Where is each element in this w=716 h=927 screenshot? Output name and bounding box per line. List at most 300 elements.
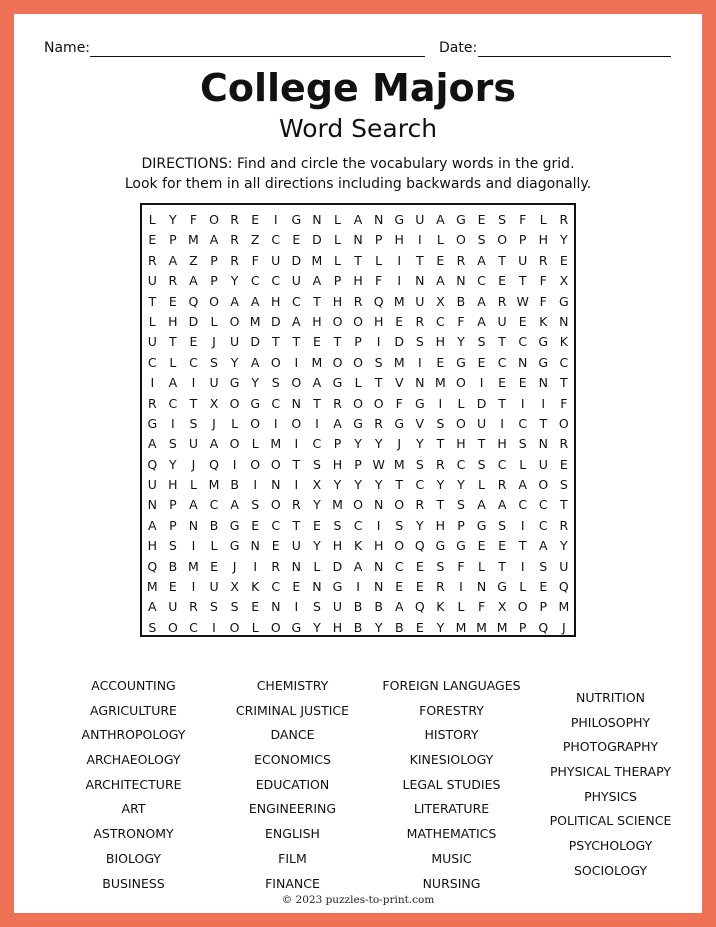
grid-letter[interactable]: N xyxy=(312,212,322,227)
grid-letter[interactable]: G xyxy=(559,293,569,309)
grid-letter[interactable]: T xyxy=(313,395,321,411)
grid-letter[interactable]: I xyxy=(520,395,525,411)
grid-letter[interactable]: S xyxy=(498,517,507,533)
grid-letter[interactable]: Q xyxy=(209,456,219,472)
grid-letter[interactable]: B xyxy=(209,517,219,533)
grid-letter[interactable]: T xyxy=(436,497,445,513)
grid-letter[interactable]: C xyxy=(271,395,281,411)
grid-letter[interactable]: H xyxy=(312,313,322,329)
grid-letter[interactable]: O xyxy=(497,232,508,248)
grid-letter[interactable]: U xyxy=(147,273,157,289)
grid-letter[interactable]: H xyxy=(332,456,343,472)
grid-letter[interactable]: U xyxy=(147,334,157,350)
grid-letter[interactable]: O xyxy=(353,497,363,513)
grid-letter[interactable]: A xyxy=(477,252,486,268)
grid-letter[interactable]: G xyxy=(250,395,261,411)
grid-letter[interactable]: U xyxy=(271,252,281,268)
grid-letter[interactable]: B xyxy=(456,293,466,309)
grid-letter[interactable]: Q xyxy=(147,456,158,472)
grid-letter[interactable]: T xyxy=(560,375,568,391)
grid-letter[interactable]: O xyxy=(353,313,363,329)
grid-letter[interactable]: E xyxy=(415,579,424,595)
grid-letter[interactable]: T xyxy=(436,436,445,452)
grid-letter[interactable]: E xyxy=(436,252,445,268)
grid-letter[interactable]: F xyxy=(375,273,383,289)
grid-letter[interactable]: C xyxy=(559,354,569,370)
grid-letter[interactable]: O xyxy=(394,538,405,554)
grid-letter[interactable]: I xyxy=(253,558,258,574)
grid-letter[interactable]: G xyxy=(229,375,240,391)
grid-letter[interactable]: B xyxy=(353,619,363,635)
grid-letter[interactable]: R xyxy=(538,252,548,268)
grid-letter[interactable]: K xyxy=(559,334,568,350)
grid-letter[interactable]: R xyxy=(415,497,425,513)
grid-letter[interactable]: C xyxy=(415,477,425,493)
grid-letter[interactable]: I xyxy=(253,477,258,493)
grid-letter[interactable]: I xyxy=(294,477,299,493)
grid-letter[interactable]: I xyxy=(438,395,443,411)
grid-letter[interactable]: E xyxy=(559,252,568,268)
grid-letter[interactable]: G xyxy=(476,517,487,533)
grid-letter[interactable]: L xyxy=(375,252,383,268)
grid-letter[interactable]: D xyxy=(332,558,343,574)
grid-letter[interactable]: S xyxy=(271,375,280,391)
grid-letter[interactable]: V xyxy=(394,375,404,391)
grid-letter[interactable]: G xyxy=(332,375,343,391)
grid-letter[interactable]: C xyxy=(394,558,404,574)
grid-letter[interactable]: F xyxy=(457,313,465,329)
grid-letter[interactable]: T xyxy=(333,334,342,350)
grid-letter[interactable]: N xyxy=(456,273,466,289)
grid-letter[interactable]: C xyxy=(353,517,363,533)
grid-letter[interactable]: L xyxy=(478,477,486,493)
grid-letter[interactable]: C xyxy=(291,293,301,309)
word-search-grid[interactable] xyxy=(142,210,574,638)
grid-letter[interactable]: Q xyxy=(147,558,158,574)
grid-letter[interactable]: H xyxy=(353,273,363,289)
grid-letter[interactable]: C xyxy=(477,273,486,289)
grid-letter[interactable]: R xyxy=(456,252,466,268)
grid-letter[interactable]: E xyxy=(189,334,198,350)
grid-letter[interactable]: X xyxy=(559,273,569,289)
grid-letter[interactable]: T xyxy=(560,497,568,513)
grid-letter[interactable]: E xyxy=(292,579,301,595)
grid-letter[interactable]: Y xyxy=(333,477,342,493)
grid-letter[interactable]: Y xyxy=(415,436,424,452)
grid-letter[interactable]: Q xyxy=(188,293,199,309)
grid-letter[interactable]: M xyxy=(188,558,199,574)
grid-letter[interactable]: N xyxy=(271,477,281,493)
grid-letter[interactable]: S xyxy=(436,415,445,431)
grid-letter[interactable]: C xyxy=(497,354,507,370)
grid-letter[interactable]: Y xyxy=(251,375,259,391)
grid-letter[interactable]: I xyxy=(376,334,381,350)
grid-letter[interactable]: A xyxy=(209,232,219,248)
grid-letter[interactable]: H xyxy=(168,313,178,329)
grid-letter[interactable]: N xyxy=(312,579,322,595)
grid-letter[interactable]: R xyxy=(147,252,157,268)
grid-letter[interactable]: C xyxy=(189,354,198,370)
grid-letter[interactable]: S xyxy=(518,436,527,452)
grid-letter[interactable]: O xyxy=(538,477,549,493)
grid-letter[interactable]: A xyxy=(250,354,260,370)
grid-letter[interactable]: I xyxy=(191,375,196,391)
grid-letter[interactable]: S xyxy=(168,436,177,452)
grid-letter[interactable]: H xyxy=(373,538,384,554)
grid-letter[interactable]: C xyxy=(456,456,466,472)
grid-letter[interactable]: I xyxy=(397,252,402,268)
grid-letter[interactable]: X xyxy=(230,579,239,595)
grid-letter[interactable]: A xyxy=(538,538,548,554)
grid-letter[interactable]: R xyxy=(353,293,363,309)
grid-letter[interactable]: A xyxy=(168,375,178,391)
grid-letter[interactable]: G xyxy=(456,538,466,554)
grid-letter[interactable]: M xyxy=(249,313,261,329)
grid-letter[interactable]: N xyxy=(271,599,281,615)
grid-letter[interactable]: J xyxy=(212,334,216,350)
grid-letter[interactable]: V xyxy=(415,415,425,431)
grid-letter[interactable]: U xyxy=(209,375,219,391)
grid-letter[interactable]: H xyxy=(373,313,384,329)
grid-letter[interactable]: O xyxy=(456,415,466,431)
grid-letter[interactable]: O xyxy=(229,395,240,411)
grid-letter[interactable]: E xyxy=(518,375,527,391)
grid-letter[interactable]: M xyxy=(311,354,323,370)
grid-letter[interactable]: B xyxy=(394,619,404,635)
grid-letter[interactable]: C xyxy=(271,579,281,595)
grid-letter[interactable]: K xyxy=(539,313,548,329)
grid-letter[interactable]: S xyxy=(210,354,218,370)
grid-letter[interactable]: O xyxy=(558,415,569,431)
grid-letter[interactable]: F xyxy=(251,252,259,268)
grid-letter[interactable]: E xyxy=(210,558,218,574)
grid-letter[interactable]: A xyxy=(312,273,322,289)
grid-letter[interactable]: I xyxy=(315,415,319,431)
grid-letter[interactable]: G xyxy=(538,334,549,350)
grid-letter[interactable]: E xyxy=(395,579,404,595)
grid-letter[interactable]: E xyxy=(395,313,404,329)
grid-letter[interactable]: E xyxy=(477,538,486,554)
grid-letter[interactable]: S xyxy=(477,232,486,248)
grid-letter[interactable]: S xyxy=(251,497,260,513)
grid-letter[interactable]: O xyxy=(394,497,405,513)
grid-letter[interactable]: B xyxy=(168,558,178,574)
grid-letter[interactable]: T xyxy=(498,252,506,268)
grid-letter[interactable]: C xyxy=(250,273,260,289)
grid-letter[interactable]: E xyxy=(251,517,260,533)
grid-letter[interactable]: F xyxy=(519,212,527,227)
grid-letter[interactable]: S xyxy=(498,212,507,227)
grid-letter[interactable]: G xyxy=(332,579,343,595)
grid-letter[interactable]: I xyxy=(417,354,422,370)
grid-letter[interactable]: H xyxy=(332,538,343,554)
grid-letter[interactable]: A xyxy=(312,375,322,391)
name-input-line[interactable] xyxy=(90,56,425,57)
grid-letter[interactable]: L xyxy=(334,232,341,248)
grid-letter[interactable]: F xyxy=(560,395,568,411)
grid-letter[interactable]: E xyxy=(168,293,177,309)
grid-letter[interactable]: L xyxy=(519,579,527,595)
grid-letter[interactable]: E xyxy=(312,334,321,350)
grid-letter[interactable]: R xyxy=(230,252,239,268)
grid-letter[interactable]: N xyxy=(373,212,384,227)
grid-letter[interactable]: F xyxy=(539,273,547,289)
grid-letter[interactable]: S xyxy=(168,538,177,554)
grid-letter[interactable]: R xyxy=(559,212,569,227)
grid-letter[interactable]: S xyxy=(312,456,321,472)
grid-letter[interactable]: O xyxy=(229,313,240,329)
grid-letter[interactable]: Y xyxy=(169,212,177,227)
grid-letter[interactable]: S xyxy=(456,497,465,513)
grid-letter[interactable]: K xyxy=(353,538,363,554)
grid-letter[interactable]: F xyxy=(395,395,403,411)
grid-letter[interactable]: A xyxy=(436,212,445,227)
grid-letter[interactable]: H xyxy=(271,293,281,309)
grid-letter[interactable]: I xyxy=(479,375,484,391)
grid-letter[interactable]: C xyxy=(436,313,445,329)
grid-letter[interactable]: C xyxy=(209,497,219,513)
grid-letter[interactable]: I xyxy=(356,579,360,595)
grid-letter[interactable]: I xyxy=(417,232,422,248)
grid-letter[interactable]: H xyxy=(332,619,343,635)
grid-letter[interactable]: M xyxy=(496,619,508,635)
grid-letter[interactable]: I xyxy=(376,517,381,533)
grid-letter[interactable]: G xyxy=(291,212,302,227)
grid-letter[interactable]: P xyxy=(169,497,177,513)
grid-letter[interactable]: O xyxy=(517,599,528,615)
grid-letter[interactable]: R xyxy=(230,212,239,227)
grid-letter[interactable]: I xyxy=(171,415,175,431)
grid-letter[interactable]: S xyxy=(415,334,424,350)
grid-letter[interactable]: M xyxy=(455,619,467,635)
grid-letter[interactable]: Q xyxy=(414,538,425,554)
grid-letter[interactable]: G xyxy=(394,212,405,227)
grid-letter[interactable]: P xyxy=(210,252,218,268)
grid-letter[interactable]: N xyxy=(373,558,384,574)
grid-letter[interactable]: A xyxy=(477,497,486,513)
grid-letter[interactable]: N xyxy=(373,579,384,595)
grid-letter[interactable]: P xyxy=(518,619,527,635)
grid-letter[interactable]: F xyxy=(189,212,198,227)
grid-letter[interactable]: Y xyxy=(169,456,177,472)
grid-letter[interactable]: K xyxy=(436,599,445,615)
grid-letter[interactable]: H xyxy=(497,436,507,452)
grid-letter[interactable]: G xyxy=(414,395,425,411)
grid-letter[interactable]: R xyxy=(374,415,383,431)
grid-letter[interactable]: L xyxy=(334,252,341,268)
grid-letter[interactable]: N xyxy=(353,232,363,248)
grid-letter[interactable]: G xyxy=(435,538,446,554)
grid-letter[interactable]: R xyxy=(559,436,569,452)
grid-letter[interactable]: I xyxy=(294,599,299,615)
grid-letter[interactable]: Q xyxy=(558,579,569,595)
grid-letter[interactable]: R xyxy=(168,273,178,289)
grid-letter[interactable]: L xyxy=(354,375,362,391)
date-input-line[interactable] xyxy=(478,56,671,57)
grid-letter[interactable]: E xyxy=(271,538,280,554)
grid-letter[interactable]: Y xyxy=(374,436,383,452)
grid-letter[interactable]: X xyxy=(312,477,322,493)
grid-letter[interactable]: R xyxy=(559,517,569,533)
grid-letter[interactable]: T xyxy=(498,558,506,574)
grid-letter[interactable]: R xyxy=(436,456,445,472)
grid-letter[interactable]: H xyxy=(147,538,157,554)
grid-letter[interactable]: N xyxy=(250,538,260,554)
grid-letter[interactable]: T xyxy=(395,477,404,493)
grid-letter[interactable]: S xyxy=(415,456,424,472)
grid-letter[interactable]: L xyxy=(231,415,239,431)
grid-letter[interactable]: L xyxy=(189,477,197,493)
grid-letter[interactable]: D xyxy=(312,232,322,248)
grid-letter[interactable]: K xyxy=(251,579,260,595)
grid-letter[interactable]: M xyxy=(270,436,282,452)
grid-letter[interactable]: M xyxy=(188,232,199,248)
grid-letter[interactable]: T xyxy=(313,293,321,309)
grid-letter[interactable]: O xyxy=(332,313,343,329)
grid-letter[interactable]: G xyxy=(456,212,466,227)
grid-letter[interactable]: O xyxy=(270,619,281,635)
grid-letter[interactable]: Q xyxy=(538,619,549,635)
grid-letter[interactable]: B xyxy=(374,599,383,615)
grid-letter[interactable]: S xyxy=(477,456,486,472)
grid-letter[interactable]: C xyxy=(518,415,528,431)
grid-letter[interactable]: L xyxy=(251,436,259,452)
grid-letter[interactable]: N xyxy=(415,273,425,289)
grid-letter[interactable]: A xyxy=(148,436,157,452)
grid-letter[interactable]: E xyxy=(415,558,424,574)
grid-letter[interactable]: I xyxy=(520,558,525,574)
grid-letter[interactable]: T xyxy=(374,375,383,391)
grid-letter[interactable]: E xyxy=(292,232,301,248)
grid-letter[interactable]: A xyxy=(394,599,404,615)
grid-letter[interactable]: Y xyxy=(560,232,568,248)
grid-letter[interactable]: U xyxy=(476,415,487,431)
grid-letter[interactable]: O xyxy=(229,436,240,452)
grid-letter[interactable]: Y xyxy=(313,497,321,513)
grid-letter[interactable]: E xyxy=(168,579,177,595)
grid-letter[interactable]: E xyxy=(559,456,568,472)
grid-letter[interactable]: U xyxy=(291,538,301,554)
grid-letter[interactable]: U xyxy=(497,313,507,329)
grid-letter[interactable]: G xyxy=(456,354,466,370)
grid-letter[interactable]: Y xyxy=(374,477,383,493)
grid-letter[interactable]: J xyxy=(212,415,216,431)
grid-letter[interactable]: A xyxy=(168,252,178,268)
grid-letter[interactable]: Y xyxy=(230,354,239,370)
grid-letter[interactable]: D xyxy=(291,252,302,268)
grid-letter[interactable]: L xyxy=(251,619,259,635)
grid-letter[interactable]: P xyxy=(210,273,218,289)
grid-letter[interactable]: Y xyxy=(354,477,362,493)
grid-letter[interactable]: A xyxy=(436,273,445,289)
grid-letter[interactable]: N xyxy=(538,375,548,391)
grid-letter[interactable]: T xyxy=(292,517,301,533)
grid-letter[interactable]: O xyxy=(209,293,219,309)
grid-letter[interactable]: M xyxy=(311,252,323,268)
grid-letter[interactable]: N xyxy=(291,558,302,574)
grid-letter[interactable]: E xyxy=(415,619,424,635)
grid-letter[interactable]: E xyxy=(498,273,507,289)
grid-letter[interactable]: A xyxy=(209,436,219,452)
grid-letter[interactable]: T xyxy=(498,334,506,350)
grid-letter[interactable]: J xyxy=(562,619,566,635)
grid-letter[interactable]: H xyxy=(435,517,446,533)
grid-letter[interactable]: G xyxy=(353,415,363,431)
grid-letter[interactable]: O xyxy=(270,456,281,472)
grid-letter[interactable]: P xyxy=(374,232,383,248)
grid-letter[interactable]: S xyxy=(312,599,321,615)
grid-letter[interactable]: U xyxy=(230,334,240,350)
grid-letter[interactable]: L xyxy=(210,313,218,329)
grid-letter[interactable]: P xyxy=(169,517,177,533)
grid-letter[interactable]: Y xyxy=(354,436,362,452)
grid-letter[interactable]: C xyxy=(271,517,281,533)
grid-letter[interactable]: X xyxy=(436,293,445,309)
grid-letter[interactable]: A xyxy=(189,497,198,513)
grid-letter[interactable]: I xyxy=(541,395,546,411)
grid-letter[interactable]: C xyxy=(518,334,528,350)
grid-letter[interactable]: I xyxy=(294,354,299,370)
grid-letter[interactable]: Y xyxy=(457,334,465,350)
grid-letter[interactable]: M xyxy=(393,293,405,309)
grid-letter[interactable]: D xyxy=(394,334,405,350)
grid-letter[interactable]: L xyxy=(457,395,465,411)
grid-letter[interactable]: P xyxy=(539,599,548,615)
grid-letter[interactable]: P xyxy=(457,517,465,533)
grid-letter[interactable]: E xyxy=(312,517,321,533)
grid-letter[interactable]: X xyxy=(497,599,507,615)
grid-letter[interactable]: N xyxy=(476,579,487,595)
grid-letter[interactable]: N xyxy=(415,375,425,391)
grid-letter[interactable]: L xyxy=(539,212,547,227)
grid-letter[interactable]: A xyxy=(148,599,157,615)
grid-letter[interactable]: P xyxy=(333,436,342,452)
grid-letter[interactable]: C xyxy=(497,456,507,472)
grid-letter[interactable]: C xyxy=(271,273,281,289)
grid-letter[interactable]: R xyxy=(147,395,157,411)
grid-letter[interactable]: A xyxy=(353,558,363,574)
grid-letter[interactable]: Y xyxy=(313,619,321,635)
grid-letter[interactable]: T xyxy=(354,252,362,268)
grid-letter[interactable]: O xyxy=(456,375,466,391)
grid-letter[interactable]: U xyxy=(518,252,528,268)
grid-letter[interactable]: H xyxy=(456,436,466,452)
grid-letter[interactable]: O xyxy=(291,375,302,391)
grid-letter[interactable]: O xyxy=(250,415,261,431)
grid-letter[interactable]: E xyxy=(251,599,260,615)
grid-letter[interactable]: N xyxy=(147,497,157,513)
grid-letter[interactable]: R xyxy=(271,558,281,574)
grid-letter[interactable]: M xyxy=(332,497,343,513)
grid-letter[interactable]: Y xyxy=(457,477,465,493)
grid-letter[interactable]: P xyxy=(169,232,177,248)
grid-letter[interactable]: I xyxy=(273,212,278,227)
grid-letter[interactable]: D xyxy=(476,395,487,411)
grid-letter[interactable]: E xyxy=(477,212,486,227)
grid-letter[interactable]: T xyxy=(415,252,424,268)
grid-letter[interactable]: Y xyxy=(560,538,568,554)
grid-letter[interactable]: C xyxy=(538,497,548,513)
grid-letter[interactable]: C xyxy=(271,232,281,248)
grid-letter[interactable]: T xyxy=(498,395,506,411)
grid-letter[interactable]: U xyxy=(168,599,178,615)
grid-letter[interactable]: O xyxy=(270,497,281,513)
grid-letter[interactable]: Z xyxy=(189,252,198,268)
grid-letter[interactable]: I xyxy=(273,415,278,431)
grid-letter[interactable]: I xyxy=(191,538,196,554)
grid-letter[interactable]: A xyxy=(497,497,507,513)
grid-letter[interactable]: T xyxy=(148,293,157,309)
